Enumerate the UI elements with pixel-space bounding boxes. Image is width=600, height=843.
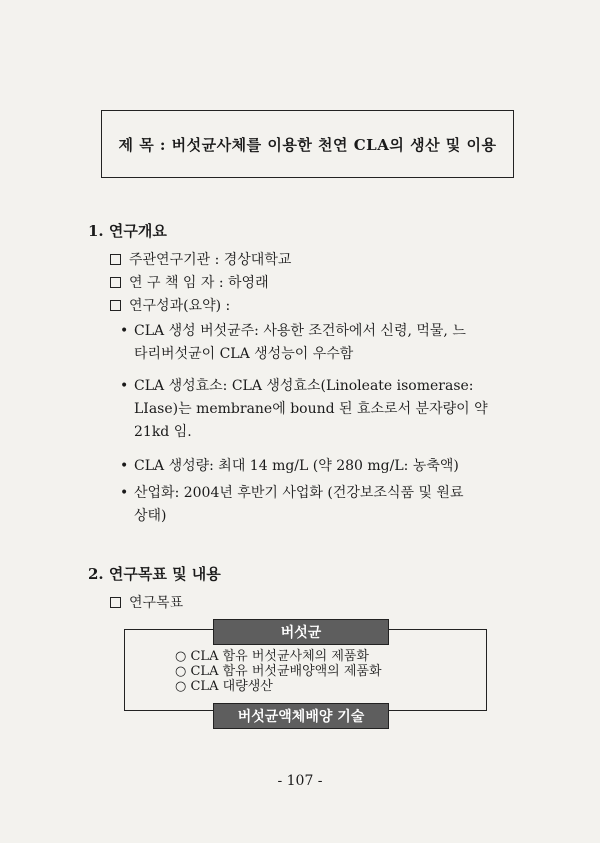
diagram-top-label <box>213 619 389 645</box>
document-title: 제 목 : 버섯균사체를 이용한 천연 CLA의 생산 및 이용 <box>118 135 497 154</box>
circle-marker-icon: ○ <box>175 679 187 694</box>
diagram-goal-item <box>175 679 382 694</box>
bullet-text: CLA 생성량: 최대 14 mg/L (약 280 mg/L: 농축액) <box>134 458 459 474</box>
result-bullet-strain <box>120 320 510 366</box>
checkbox-icon <box>110 254 121 265</box>
bullet-text-continued: 타리버섯균이 CLA 생성능이 우수함 <box>134 346 354 362</box>
overview-item-institution <box>110 249 291 269</box>
diagram-bottom-label-text: 버섯균액체배양 기술 <box>237 709 365 725</box>
checkbox-icon <box>110 597 121 608</box>
diagram-top-label-text: 버섯균 <box>280 625 322 641</box>
overview-item-researcher <box>110 272 269 292</box>
goals-item-label: 연구목표 <box>129 595 184 611</box>
section-heading-overview: 1. 연구개요 <box>88 222 167 240</box>
result-bullet-enzyme <box>120 375 510 444</box>
diagram-goal-item <box>175 664 382 679</box>
bullet-dot-icon: • <box>120 458 129 474</box>
diagram-goal-list <box>175 649 382 694</box>
diagram-bottom-label <box>213 703 389 729</box>
result-bullet-industrialization <box>120 482 510 528</box>
bullet-text: CLA 생성효소: CLA 생성효소(Linoleate isomerase: <box>134 378 474 394</box>
bullet-dot-icon: • <box>120 485 129 501</box>
bullet-text-continued: LIase)는 membrane에 bound 된 효소로서 분자량이 약 <box>134 401 488 417</box>
diagram-goal-item <box>175 649 382 664</box>
diagram-goal-text: CLA 함유 버섯균사체의 제품화 <box>190 649 369 664</box>
page-number: - 107 - <box>277 773 323 789</box>
title-box <box>101 110 514 178</box>
bullet-dot-icon: • <box>120 378 129 394</box>
checkbox-icon <box>110 277 121 288</box>
result-bullet-yield <box>120 455 510 478</box>
bullet-text-continued: 상태) <box>134 508 167 524</box>
bullet-text-continued: 21kd 임. <box>134 424 192 440</box>
overview-item-results <box>110 295 230 315</box>
bullet-dot-icon: • <box>120 323 129 339</box>
overview-item-label: 연구성과(요약) : <box>129 298 231 314</box>
section-heading-goals: 2. 연구목표 및 내용 <box>88 565 221 583</box>
checkbox-icon <box>110 300 121 311</box>
circle-marker-icon: ○ <box>175 664 187 679</box>
overview-item-label: 주관연구기관 : 경상대학교 <box>129 252 292 268</box>
bullet-text: 산업화: 2004년 후반기 사업화 (건강보조식품 및 원료 <box>134 485 464 501</box>
bullet-text: CLA 생성 버섯균주: 사용한 조건하에서 신령, 먹물, 느 <box>134 323 466 339</box>
goals-item <box>110 592 183 612</box>
diagram-goal-text: CLA 대량생산 <box>190 679 273 694</box>
circle-marker-icon: ○ <box>175 649 187 664</box>
diagram-goal-text: CLA 함유 버섯균배양액의 제품화 <box>190 664 382 679</box>
overview-item-label: 연 구 책 임 자 : 하영래 <box>129 275 269 291</box>
